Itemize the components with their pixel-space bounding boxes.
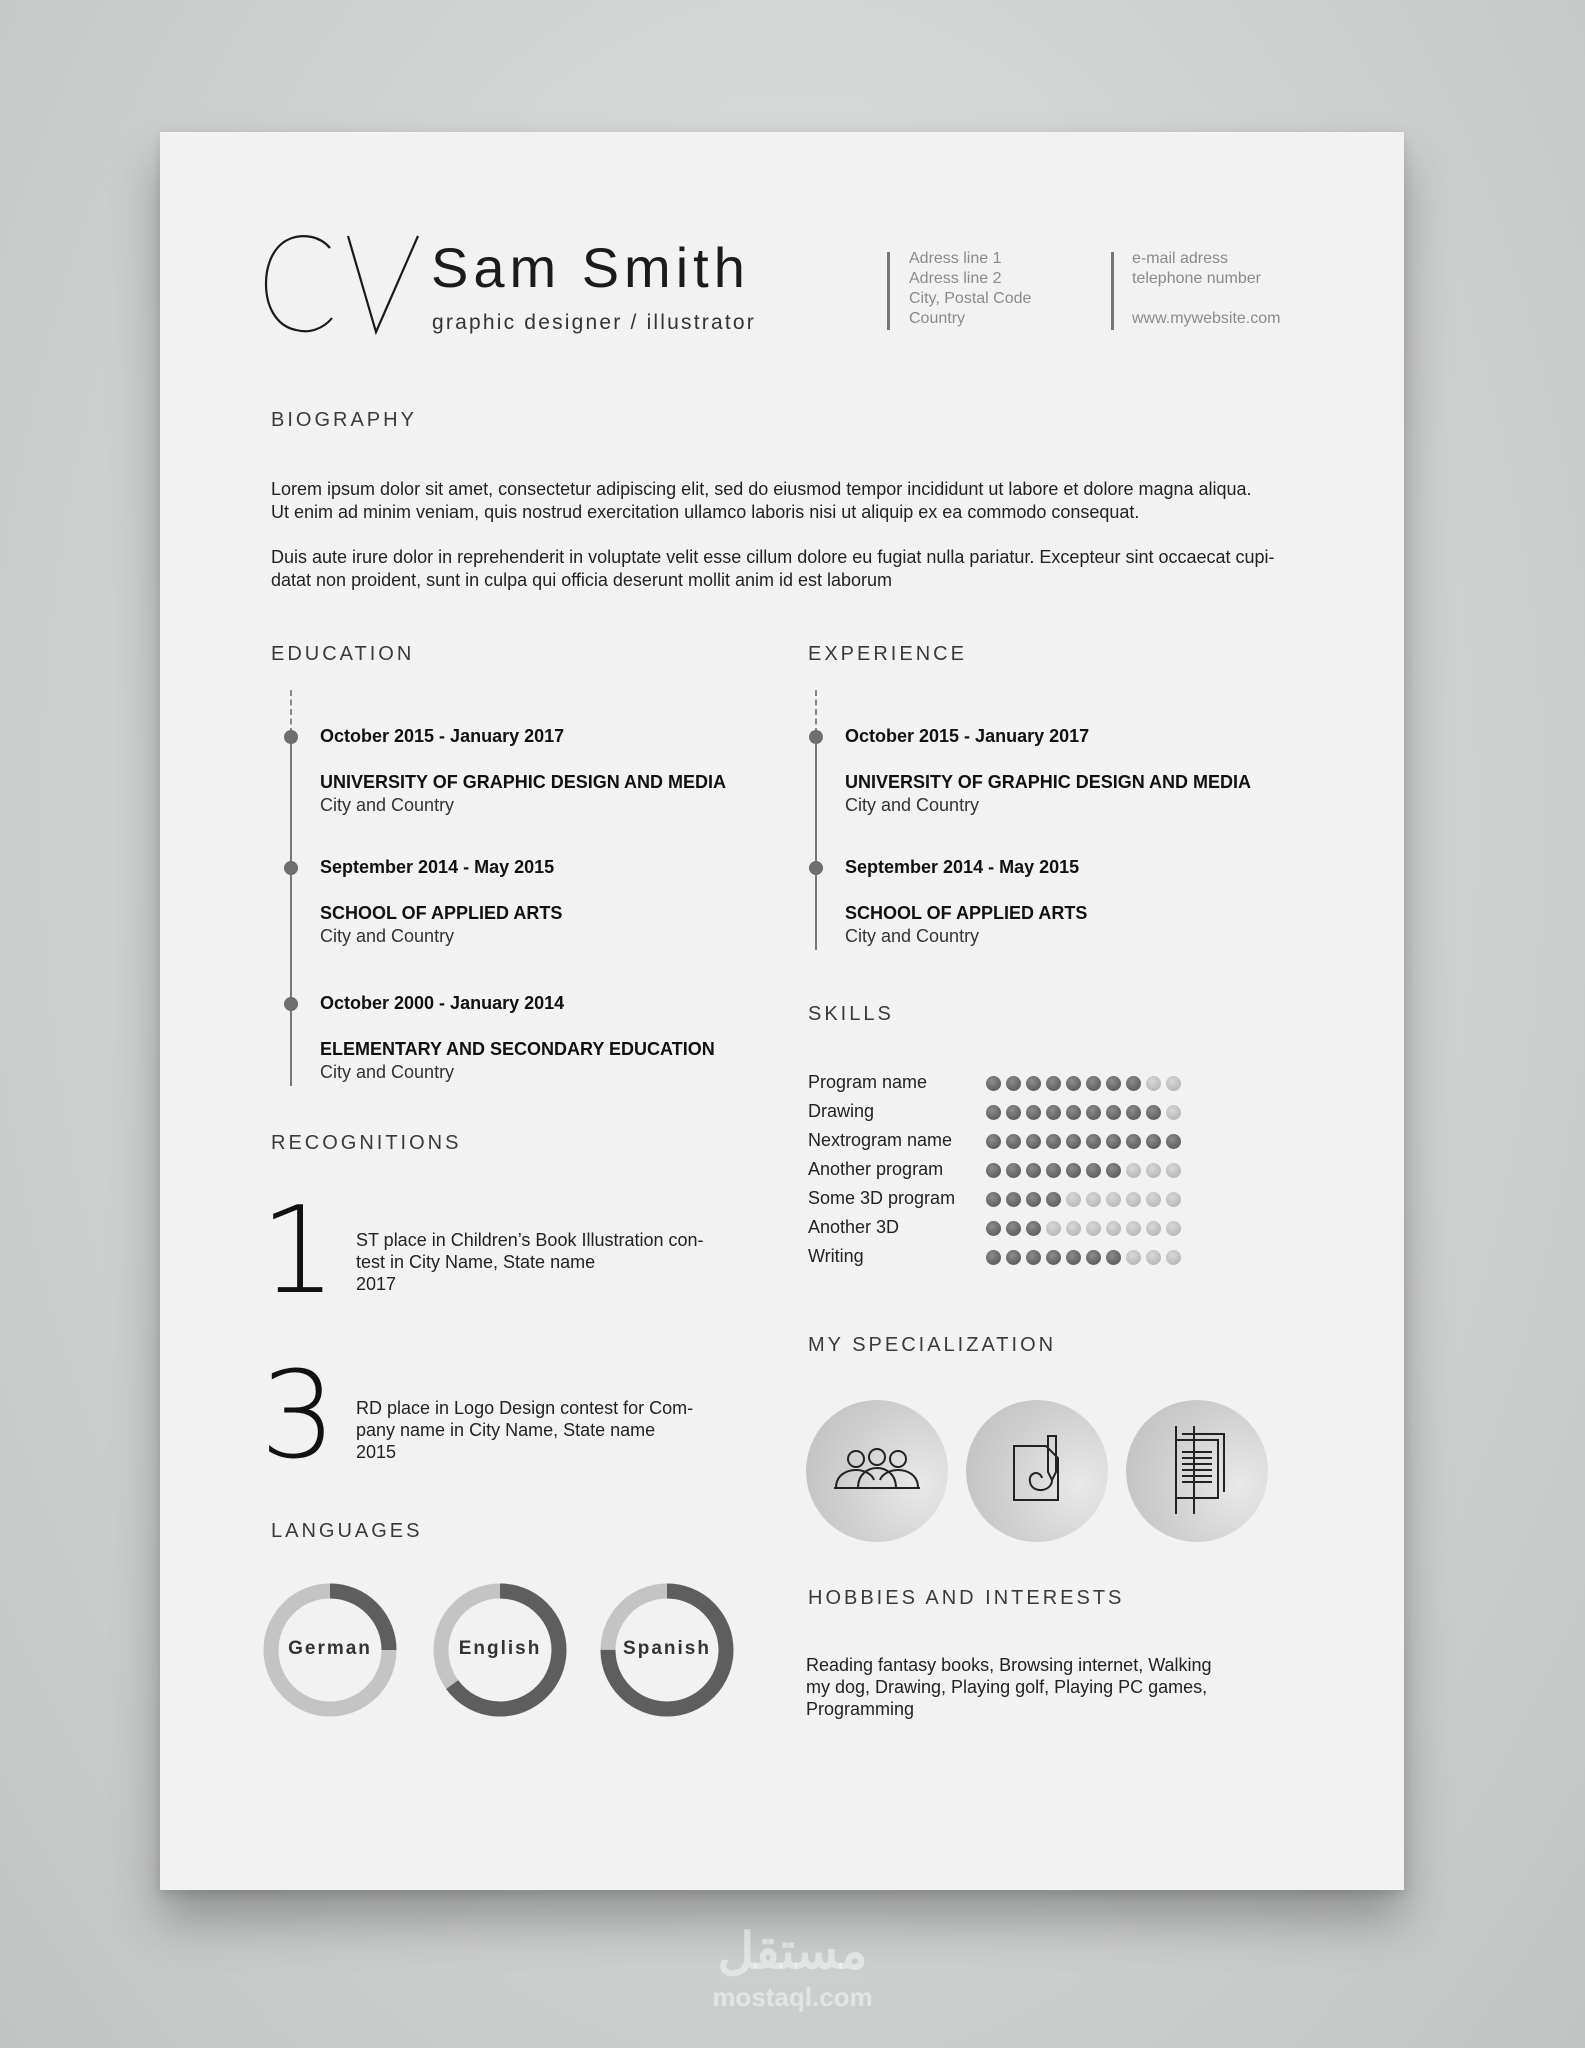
watermark-latin: mostaql.com: [712, 1982, 873, 2012]
skill-dot: [1046, 1221, 1061, 1236]
skill-level-dots: [986, 1134, 1181, 1149]
skill-dot: [1006, 1105, 1021, 1120]
skill-name: Writing: [808, 1246, 864, 1266]
education-date: September 2014 - May 2015: [320, 857, 555, 877]
skill-name: Nextrogram name: [808, 1130, 953, 1150]
skill-row: [808, 1130, 1228, 1154]
skill-dot: [1166, 1105, 1181, 1120]
skill-dot: [1026, 1221, 1041, 1236]
website: www.mywebsite.com: [1132, 310, 1281, 327]
skill-dot: [1066, 1250, 1081, 1265]
skill-level-dots: [986, 1250, 1181, 1265]
timeline-dot: [809, 730, 823, 744]
skill-row: [808, 1188, 1228, 1212]
skill-dot: [986, 1250, 1001, 1265]
timeline-dot: [284, 861, 298, 875]
skill-level-dots: [986, 1076, 1181, 1091]
skill-dot: [1086, 1221, 1101, 1236]
skill-dot: [1106, 1163, 1121, 1178]
hobbies-text: [806, 1654, 1226, 1720]
skill-name: Program name: [808, 1072, 928, 1092]
skill-dot: [1026, 1192, 1041, 1207]
skill-dot: [1006, 1134, 1021, 1149]
language-name: English: [458, 1638, 542, 1659]
recognition-line: 2017: [356, 1274, 397, 1294]
skill-dot: [1086, 1250, 1101, 1265]
recognition-line: ST place in Children’s Book Illustration con-: [356, 1230, 704, 1250]
biography-paragraph-1: [271, 478, 1321, 524]
skill-dot: [986, 1163, 1001, 1178]
education-institution: SCHOOL OF APPLIED ARTS: [320, 903, 563, 923]
skill-dot: [1086, 1163, 1101, 1178]
skill-dot: [1026, 1134, 1041, 1149]
skill-level-dots: [986, 1221, 1181, 1236]
education-institution: ELEMENTARY AND SECONDARY EDUCATION: [320, 1039, 715, 1059]
people-icon: [806, 1400, 948, 1542]
skill-dot: [1166, 1134, 1181, 1149]
skill-row: [808, 1072, 1228, 1096]
experience-title: EXPERIENCE: [808, 643, 967, 665]
skill-name: Some 3D program: [808, 1188, 956, 1208]
skill-dot: [1166, 1163, 1181, 1178]
address-line: Adress line 1: [909, 250, 1002, 267]
skill-dot: [1066, 1163, 1081, 1178]
skill-name: Another 3D: [808, 1217, 900, 1237]
skill-row: [808, 1101, 1228, 1125]
document-stack-icon: [1126, 1400, 1268, 1542]
recognition-number: 3: [260, 1347, 337, 1486]
skill-dot: [1126, 1192, 1141, 1207]
address-divider: [887, 252, 890, 330]
skill-dot: [1166, 1221, 1181, 1236]
skill-dot: [1126, 1105, 1141, 1120]
skill-dot: [1106, 1250, 1121, 1265]
skill-dot: [1006, 1076, 1021, 1091]
education-place: City and Country: [320, 1062, 455, 1082]
education-title: EDUCATION: [271, 643, 415, 665]
languages-title: LANGUAGES: [271, 1520, 423, 1542]
education-timeline-dash: [290, 690, 292, 734]
skill-dot: [1006, 1221, 1021, 1236]
skill-dot: [1046, 1105, 1061, 1120]
address-block: [909, 249, 1031, 329]
skill-dot: [1126, 1163, 1141, 1178]
education-date: October 2015 - January 2017: [320, 726, 565, 746]
skill-row: [808, 1217, 1228, 1241]
education-timeline: [290, 734, 292, 1086]
experience-institution: UNIVERSITY OF GRAPHIC DESIGN AND MEDIA: [845, 772, 1252, 792]
specialization-circle: [966, 1400, 1108, 1542]
skill-dot: [1066, 1192, 1081, 1207]
email: e-mail adress: [1132, 250, 1229, 267]
skill-dot: [1086, 1076, 1101, 1091]
skill-dot: [1146, 1221, 1161, 1236]
skill-row: [808, 1159, 1228, 1183]
skill-dot: [1006, 1192, 1021, 1207]
skill-dot: [986, 1134, 1001, 1149]
skill-dot: [1166, 1250, 1181, 1265]
cv-logo-mark: [264, 232, 424, 336]
hobbies-line: Reading fantasy books, Browsing internet, Walking: [806, 1655, 1212, 1675]
skill-dot: [1146, 1105, 1161, 1120]
timeline-dot: [284, 730, 298, 744]
skill-dot: [1066, 1134, 1081, 1149]
language-name: German: [288, 1638, 372, 1659]
skill-dot: [1086, 1192, 1101, 1207]
skill-dot: [986, 1192, 1001, 1207]
experience-place: City and Country: [845, 926, 980, 946]
hobbies-line: Programming: [806, 1699, 915, 1719]
cv-logo: [264, 232, 424, 341]
education-date: October 2000 - January 2014: [320, 993, 565, 1013]
skill-dot: [1146, 1134, 1161, 1149]
skill-dot: [1026, 1250, 1041, 1265]
skills-title: SKILLS: [808, 1003, 894, 1025]
skill-dot: [1146, 1076, 1161, 1091]
recognition-text: [356, 1229, 716, 1295]
skill-dot: [1166, 1076, 1181, 1091]
cv-sheet: [160, 132, 1404, 1890]
skill-dot: [1086, 1105, 1101, 1120]
skill-dot: [986, 1221, 1001, 1236]
skill-dot: [1046, 1192, 1061, 1207]
recognition-line: RD place in Logo Design contest for Com-: [356, 1398, 694, 1418]
experience-timeline: [815, 734, 817, 950]
language-ring: [430, 1580, 570, 1720]
language-name: Spanish: [623, 1638, 711, 1659]
contact-block: [1132, 249, 1280, 329]
bio-line: Duis aute irure dolor in reprehenderit in voluptate velit esse cillum dolore eu fugiat nulla pariatur. Excepteur sint occaecat cupi-: [271, 547, 1275, 567]
hobbies-line: my dog, Drawing, Playing golf, Playing PC games,: [806, 1677, 1208, 1697]
biography-title: BIOGRAPHY: [271, 409, 417, 431]
bio-line: datat non proident, sunt in culpa qui officia deserunt mollit anim id est laborum: [271, 570, 893, 590]
education-place: City and Country: [320, 795, 455, 815]
recognitions-title: RECOGNITIONS: [271, 1132, 462, 1154]
skill-dot: [1026, 1105, 1041, 1120]
candidate-title: graphic designer / illustrator: [432, 311, 756, 334]
recognition-number: 1: [260, 1182, 337, 1321]
language-ring: [260, 1580, 400, 1720]
address-line: Country: [909, 310, 966, 327]
experience-institution: SCHOOL OF APPLIED ARTS: [845, 903, 1088, 923]
experience-timeline-dash: [815, 690, 817, 734]
contact-spacer: [1132, 289, 1280, 309]
specialization-title: MY SPECIALIZATION: [808, 1334, 1057, 1356]
recognition-line: test in City Name, State name: [356, 1252, 596, 1272]
skill-dot: [1026, 1076, 1041, 1091]
skill-dot: [1106, 1105, 1121, 1120]
timeline-dot: [809, 861, 823, 875]
experience-date: October 2015 - January 2017: [845, 726, 1090, 746]
recognition-line: 2015: [356, 1442, 397, 1462]
education-institution: UNIVERSITY OF GRAPHIC DESIGN AND MEDIA: [320, 772, 727, 792]
bio-line: Lorem ipsum dolor sit amet, consectetur adipiscing elit, sed do eiusmod tempor incididunt ut labore et dolore magna aliqua.: [271, 479, 1252, 499]
skill-dot: [1126, 1134, 1141, 1149]
candidate-name: Sam Smith: [431, 236, 750, 299]
languages-list: [260, 1580, 740, 1720]
specialization-circle: [806, 1400, 948, 1542]
hobbies-title: HOBBIES AND INTERESTS: [808, 1587, 1125, 1609]
biography-paragraph-2: [271, 546, 1321, 592]
skill-dot: [1046, 1163, 1061, 1178]
skill-dot: [1066, 1105, 1081, 1120]
watermark-arabic: مستقل: [717, 1923, 868, 1979]
skill-dot: [1146, 1163, 1161, 1178]
skill-level-dots: [986, 1105, 1181, 1120]
skill-dot: [1006, 1250, 1021, 1265]
skill-dot: [1046, 1076, 1061, 1091]
recognition-text: [356, 1397, 716, 1463]
skill-dot: [1106, 1192, 1121, 1207]
skill-level-dots: [986, 1192, 1181, 1207]
skill-dot: [1146, 1192, 1161, 1207]
skill-level-dots: [986, 1163, 1181, 1178]
sketch-pen-icon: [966, 1400, 1108, 1542]
skill-dot: [1086, 1134, 1101, 1149]
skill-dot: [1046, 1250, 1061, 1265]
skill-dot: [1006, 1163, 1021, 1178]
education-place: City and Country: [320, 926, 455, 946]
skill-dot: [1106, 1076, 1121, 1091]
specialization-circle: [1126, 1400, 1268, 1542]
skill-dot: [1146, 1250, 1161, 1265]
skill-dot: [1106, 1221, 1121, 1236]
language-ring: [597, 1580, 737, 1720]
skill-dot: [986, 1105, 1001, 1120]
bio-line: Ut enim ad minim veniam, quis nostrud exercitation ullamco laboris nisi ut aliquip ex ea commodo consequat.: [271, 502, 1140, 522]
recognition-line: pany name in City Name, State name: [356, 1420, 656, 1440]
telephone: telephone number: [1132, 270, 1261, 287]
skill-dot: [986, 1076, 1001, 1091]
skill-dot: [1106, 1134, 1121, 1149]
contact-divider: [1111, 252, 1114, 330]
skill-dot: [1126, 1221, 1141, 1236]
skill-name: Another program: [808, 1159, 944, 1179]
skill-dot: [1046, 1134, 1061, 1149]
skill-dot: [1126, 1250, 1141, 1265]
experience-date: September 2014 - May 2015: [845, 857, 1080, 877]
address-line: Adress line 2: [909, 270, 1002, 287]
skill-dot: [1066, 1221, 1081, 1236]
timeline-dot: [284, 997, 298, 1011]
experience-place: City and Country: [845, 795, 980, 815]
address-line: City, Postal Code: [909, 290, 1032, 307]
skill-dot: [1066, 1076, 1081, 1091]
skill-dot: [1126, 1076, 1141, 1091]
skill-dot: [1026, 1163, 1041, 1178]
skill-row: [808, 1246, 1228, 1270]
skill-name: Drawing: [808, 1101, 875, 1121]
skill-dot: [1166, 1192, 1181, 1207]
